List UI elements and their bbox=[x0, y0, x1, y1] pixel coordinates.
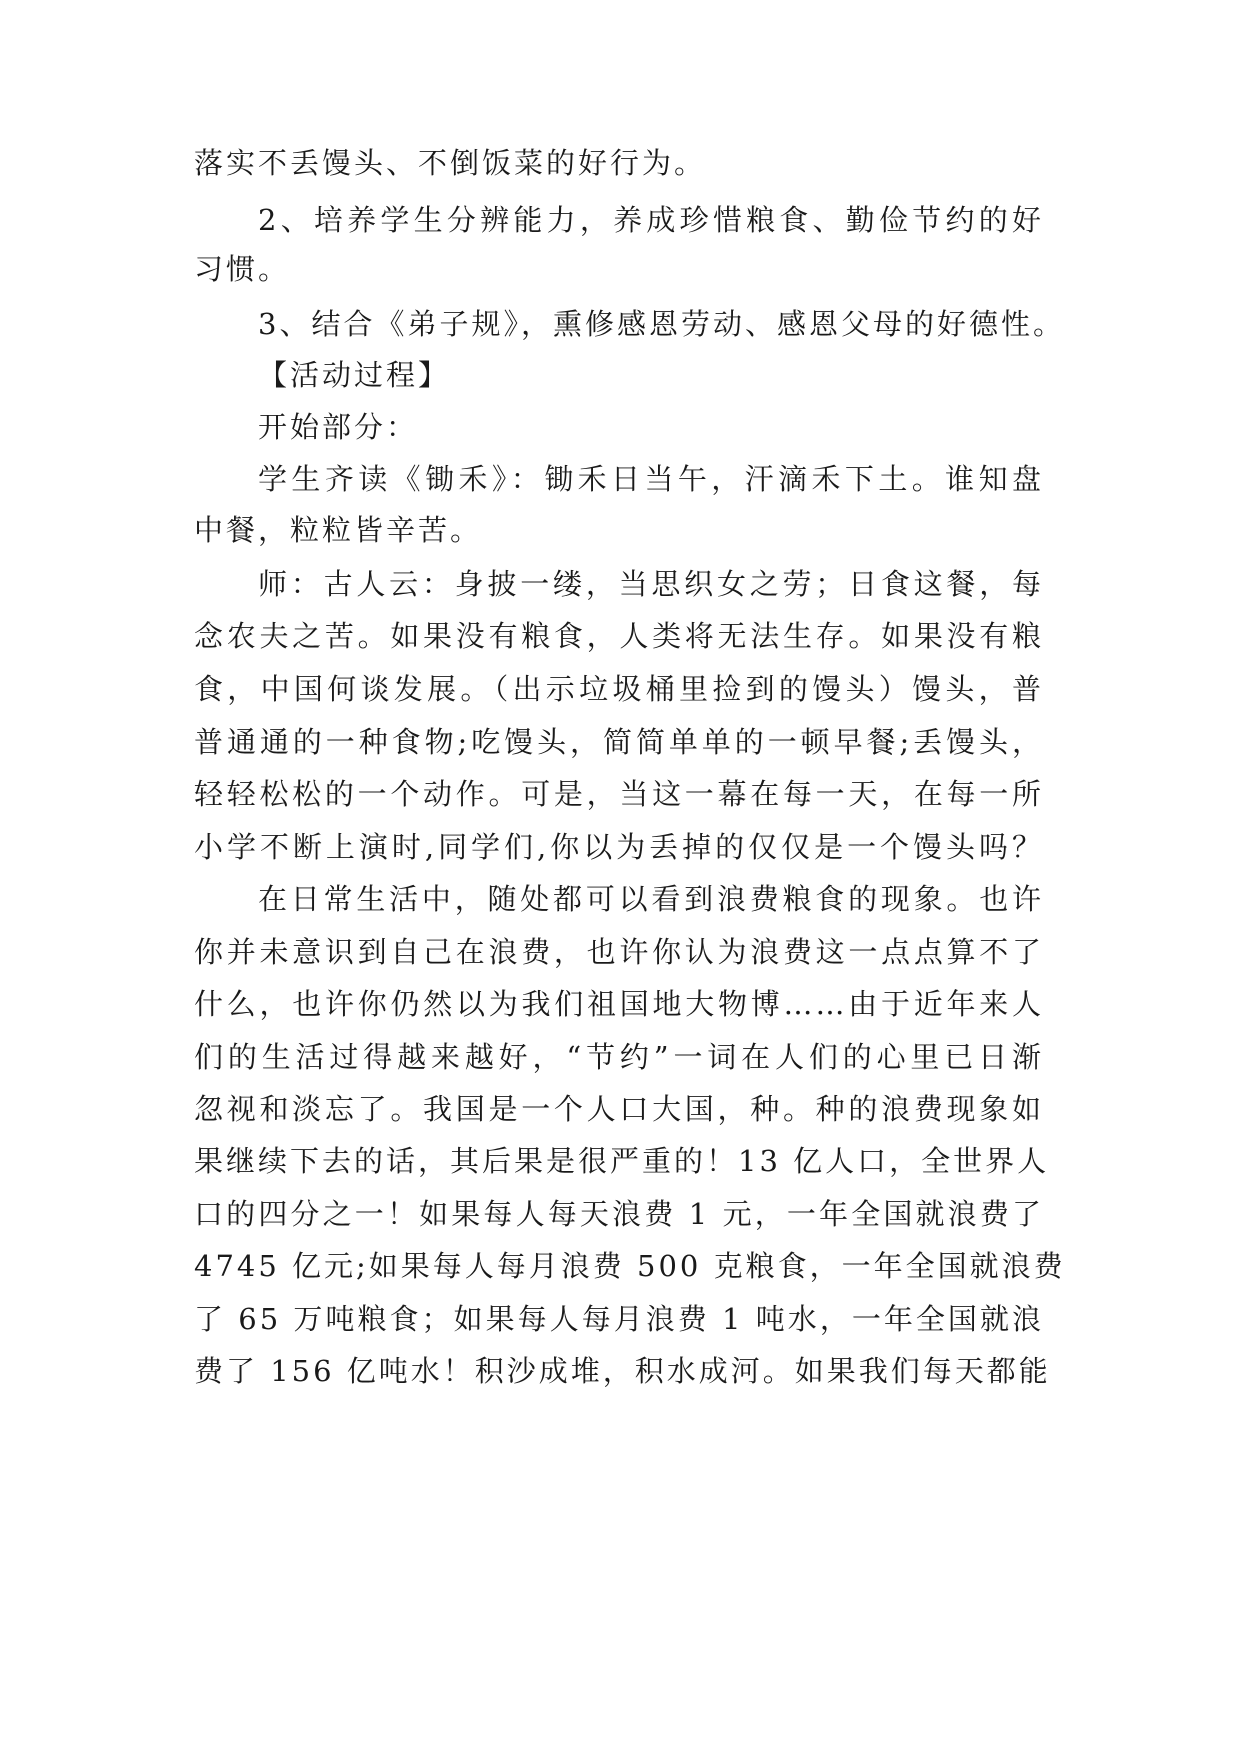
text-line: 师：古人云：身披一缕，当思织女之劳；日食这餐，每 bbox=[258, 567, 1044, 601]
text-line: 普通通的一种食物;吃馒头，简简单单的一顿早餐;丢馒头， bbox=[194, 725, 1044, 759]
text-line: 了 65 万吨粮食；如果每人每月浪费 1 吨水，一年全国就浪 bbox=[194, 1302, 1044, 1336]
text-line: 习惯。 bbox=[194, 252, 291, 286]
text-line: 学生齐读《锄禾》：锄禾日当午，汗滴禾下土。谁知盘 bbox=[258, 462, 1044, 496]
text-line: 们的生活过得越来越好，“节约”一词在人们的心里已日渐 bbox=[194, 1040, 1044, 1074]
text-line: 果继续下去的话，其后果是很严重的！13 亿人口，全世界人 bbox=[194, 1144, 1050, 1178]
text-line: 开始部分： bbox=[258, 410, 419, 444]
text-line: 费了 156 亿吨水！积沙成堆，积水成河。如果我们每天都能 bbox=[194, 1354, 1051, 1388]
text-line: 忽视和淡忘了。我国是一个人口大国，种。种的浪费现象如 bbox=[194, 1092, 1044, 1126]
text-line: 食，中国何谈发展。（出示垃圾桶里捡到的馒头）馒头，普 bbox=[194, 672, 1044, 706]
text-line: 在日常生活中，随处都可以看到浪费粮食的现象。也许 bbox=[258, 882, 1044, 916]
text-line: 念农夫之苦。如果没有粮食，人类将无法生存。如果没有粮 bbox=[194, 619, 1044, 653]
text-line: 你并未意识到自己在浪费，也许你认为浪费这一点点算不了 bbox=[194, 935, 1044, 969]
text-line: 什么，也许你仍然以为我们祖国地大物博……由于近年来人 bbox=[194, 987, 1044, 1021]
text-line: 小学不断上演时,同学们,你以为丢掉的仅仅是一个馒头吗？ bbox=[194, 830, 1044, 864]
text-line: 4745 亿元;如果每人每月浪费 500 克粮食，一年全国就浪费 bbox=[194, 1249, 1066, 1283]
section-heading: 【活动过程】 bbox=[258, 358, 451, 392]
text-line: 轻轻松松的一个动作。可是，当这一幕在每一天，在每一所 bbox=[194, 777, 1044, 811]
text-line: 3、结合《弟子规》，熏修感恩劳动、感恩父母的好德性。 bbox=[258, 307, 1065, 341]
text-line: 落实不丢馒头、不倒饭菜的好行为。 bbox=[194, 146, 707, 180]
text-line: 口的四分之一！如果每人每天浪费 1 元，一年全国就浪费了 bbox=[194, 1197, 1044, 1231]
text-line: 2、培养学生分辨能力，养成珍惜粮食、勤俭节约的好 bbox=[258, 203, 1044, 237]
text-line: 中餐，粒粒皆辛苦。 bbox=[194, 513, 483, 547]
